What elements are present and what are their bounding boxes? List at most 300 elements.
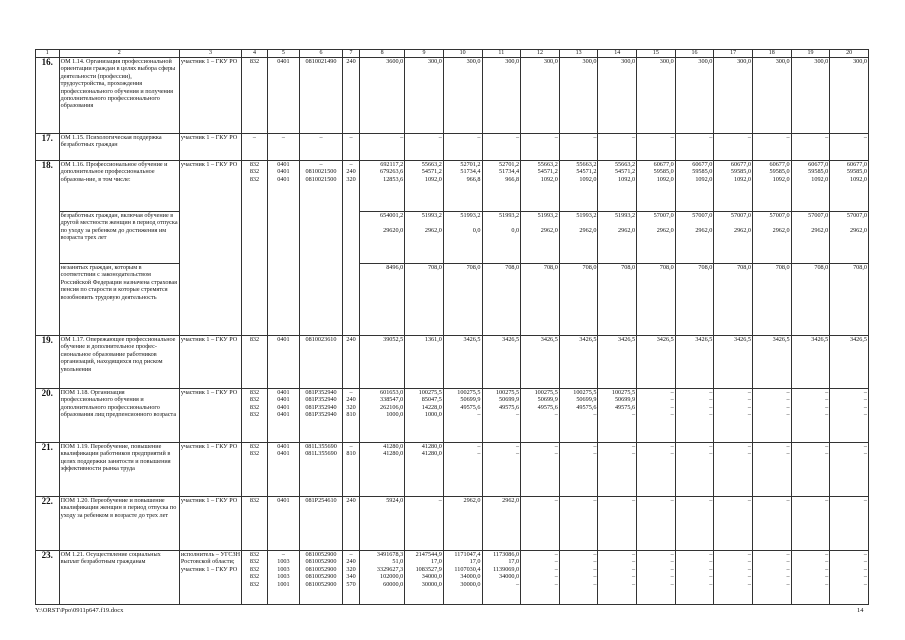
cell-value: 2962,0 — [618, 226, 636, 234]
data-cell — [342, 58, 359, 134]
cell-value: 34000,0 — [499, 573, 520, 581]
cell-value: 3426,5 — [540, 336, 558, 343]
executor — [179, 264, 241, 336]
header-cell: 10 — [443, 50, 482, 58]
data-cell — [752, 161, 791, 212]
cell-value: 832 — [249, 411, 260, 419]
cell-value: – — [670, 580, 674, 588]
data-cell — [521, 551, 560, 605]
data-cell — [791, 134, 830, 161]
data-cell — [752, 212, 791, 264]
cell-value: 338547,0 — [380, 396, 404, 404]
cell-value: – — [516, 134, 520, 141]
cell-value: 081P352940 — [305, 411, 337, 419]
data-cell — [482, 336, 521, 389]
cell-value: 0810021490 — [305, 58, 337, 65]
cell-value: – — [319, 161, 323, 168]
cell-value: – — [863, 497, 867, 504]
executor: участник 1 – ГКУ РО — [179, 497, 241, 551]
header-cell: 1 — [36, 50, 60, 58]
data-cell — [267, 497, 299, 551]
cell-value: – — [863, 551, 867, 558]
cell-value: – — [593, 565, 597, 573]
cell-value: 708,0 — [775, 264, 790, 271]
data-cell — [482, 134, 521, 161]
data-cell — [267, 161, 299, 212]
cell-value: – — [670, 134, 674, 141]
cell-value: – — [593, 134, 597, 141]
header-cell: 13 — [559, 50, 598, 58]
measure-name: ОМ 1.21. Осуществление социальных выплат безработным гражданам — [59, 551, 179, 605]
cell-value: 3426,5 — [463, 336, 481, 343]
cell-value: – — [786, 565, 790, 573]
data-cell — [598, 161, 637, 212]
cell-value: – — [709, 411, 713, 419]
cell-value: – — [863, 411, 867, 419]
cell-value: 2962,0 — [502, 497, 520, 504]
cell-value: – — [825, 411, 829, 419]
header-cell: 5 — [267, 50, 299, 58]
cell-value: 39052,5 — [383, 336, 404, 343]
data-cell — [482, 551, 521, 605]
data-cell — [300, 443, 343, 497]
data-cell — [482, 497, 521, 551]
cell-value: – — [747, 497, 751, 504]
data-cell — [752, 389, 791, 443]
cell-value: 300,0 — [505, 58, 520, 65]
cell-value: 51734,4 — [499, 168, 520, 176]
cell-value: – — [349, 389, 353, 396]
cell-value: – — [593, 558, 597, 566]
cell-value — [831, 219, 867, 226]
data-cell — [405, 443, 444, 497]
data-cell — [405, 161, 444, 212]
data-cell — [830, 551, 869, 605]
data-cell — [521, 58, 560, 134]
cell-value: – — [593, 551, 597, 558]
data-cell — [830, 134, 869, 161]
header-cell: 15 — [637, 50, 676, 58]
data-cell — [342, 497, 359, 551]
cell-value: 0,0 — [511, 226, 520, 234]
cell-value: – — [747, 134, 751, 141]
cell-value: – — [516, 580, 520, 588]
data-cell — [675, 58, 714, 134]
cell-value: 3426,5 — [695, 336, 713, 343]
cell-value: – — [786, 443, 790, 450]
cell-value: 300,0 — [853, 58, 867, 65]
table-row — [36, 264, 869, 336]
table-row — [36, 443, 869, 497]
cell-value: – — [709, 396, 713, 404]
executor — [179, 212, 241, 264]
data-cell — [267, 389, 299, 443]
cell-value: 810 — [346, 411, 356, 419]
data-cell — [559, 58, 598, 134]
header-cell: 9 — [405, 50, 444, 58]
cell-value: 300,0 — [698, 58, 713, 65]
header-cell: 2 — [59, 50, 179, 58]
cell-value: – — [554, 573, 558, 581]
data-cell — [598, 443, 637, 497]
cell-value: – — [516, 450, 520, 458]
cell-value: 50699,9 — [576, 396, 597, 404]
cell-value: 832 — [249, 175, 260, 183]
cell-value: 300,0 — [659, 58, 674, 65]
cell-value: – — [863, 450, 867, 458]
cell-value: 2962,0 — [540, 226, 558, 234]
data-cell — [637, 389, 676, 443]
cell-value: – — [593, 573, 597, 581]
data-cell — [267, 58, 299, 134]
cell-value: 570 — [346, 580, 356, 588]
data-cell — [675, 336, 714, 389]
data-cell — [598, 134, 637, 161]
cell-value: 57007,0 — [769, 212, 790, 219]
executor: участник 1 – ГКУ РО — [179, 134, 241, 161]
data-cell — [714, 389, 753, 443]
row-number: 18. — [36, 161, 60, 212]
cell-value: 832 — [249, 396, 260, 404]
data-cell — [300, 551, 343, 605]
cell-value: 30000,0 — [421, 580, 442, 588]
cell-value: – — [747, 443, 751, 450]
cell-value: 832 — [249, 443, 260, 450]
cell-value: 0810052900 — [305, 551, 337, 558]
cell-value: 50699,9 — [460, 396, 481, 404]
cell-value: – — [786, 411, 790, 419]
cell-value: 51993,2 — [460, 212, 481, 219]
cell-value: 832 — [249, 565, 260, 573]
cell-value: 0810052900 — [305, 580, 337, 588]
cell-value: 5924,0 — [386, 497, 404, 504]
cell-value: – — [631, 558, 636, 566]
data-cell — [637, 264, 676, 336]
cell-value: 57007,0 — [846, 212, 867, 219]
row-number: 21. — [36, 443, 60, 497]
data-cell — [482, 161, 521, 212]
cell-value: – — [631, 443, 636, 450]
cell-value: – — [863, 565, 867, 573]
cell-value: – — [747, 396, 751, 404]
cell-value: 3329627,3 — [376, 565, 404, 573]
cell-value: 59585,0 — [769, 168, 790, 176]
data-cell — [360, 264, 405, 336]
data-cell — [521, 336, 560, 389]
cell-value — [243, 264, 266, 271]
data-cell — [342, 336, 359, 389]
data-cell — [342, 389, 359, 443]
cell-value: – — [747, 565, 751, 573]
cell-value: 41280,0 — [383, 450, 404, 458]
cell-value: 49575,6 — [460, 403, 481, 411]
data-cell — [242, 212, 268, 264]
data-cell — [675, 389, 714, 443]
data-cell — [637, 134, 676, 161]
row-number: 20. — [36, 389, 60, 443]
data-cell — [675, 443, 714, 497]
header-cell: 8 — [360, 50, 405, 58]
cell-value: 55663,2 — [576, 161, 597, 168]
data-cell — [267, 551, 299, 605]
cell-value: – — [709, 580, 713, 588]
measure-name: ОМ 1.15. Психологическая поддержка безработных граждан — [59, 134, 179, 161]
cell-value: 708,0 — [698, 264, 713, 271]
cell-value: – — [825, 443, 829, 450]
cell-value: 52701,2 — [460, 161, 481, 168]
cell-value: – — [747, 551, 751, 558]
cell-value — [301, 212, 341, 219]
cell-value — [361, 219, 403, 226]
cell-value: 1092,0 — [618, 175, 636, 183]
cell-value: 708,0 — [853, 264, 867, 271]
cell-value: 0401 — [277, 161, 290, 168]
cell-value: 240 — [346, 497, 356, 504]
header-cell: 20 — [830, 50, 869, 58]
data-cell — [598, 336, 637, 389]
cell-value: – — [709, 389, 713, 396]
data-cell — [598, 551, 637, 605]
cell-value: 55663,2 — [614, 161, 636, 168]
cell-value: 54571,2 — [576, 168, 597, 176]
data-cell — [637, 443, 676, 497]
data-cell — [360, 497, 405, 551]
cell-value: 14228,0 — [421, 403, 442, 411]
executor: участник 1 – ГКУ РО — [179, 389, 241, 443]
data-cell — [598, 389, 637, 443]
data-cell — [300, 134, 343, 161]
cell-value: 49575,6 — [614, 403, 636, 411]
cell-value: – — [786, 558, 790, 566]
header-cell: 3 — [179, 50, 241, 58]
data-cell — [791, 443, 830, 497]
cell-value: 1092,0 — [849, 175, 867, 183]
cell-value: 59585,0 — [808, 168, 829, 176]
data-cell — [360, 161, 405, 212]
data-cell — [267, 443, 299, 497]
cell-value: 300,0 — [737, 58, 751, 65]
data-cell — [637, 497, 676, 551]
data-cell — [342, 264, 359, 336]
cell-value: 3491678,3 — [376, 551, 404, 558]
cell-value: – — [631, 580, 636, 588]
data-cell — [714, 58, 753, 134]
cell-value: – — [786, 497, 790, 504]
data-cell — [443, 551, 482, 605]
cell-value: 0401 — [277, 497, 290, 504]
cell-value: 0401 — [277, 168, 290, 176]
cell-value: – — [863, 573, 867, 581]
data-cell — [521, 264, 560, 336]
data-cell — [242, 389, 268, 443]
cell-value: – — [709, 443, 713, 450]
cell-value: 51993,2 — [421, 212, 442, 219]
data-cell — [342, 551, 359, 605]
measure-name: ПОМ 1.18. Организация профессионального обучения и дополнительного профессионального образования лиц предпенсионного возраста — [59, 389, 179, 443]
cell-value: 0810021500 — [305, 175, 337, 183]
data-cell — [714, 161, 753, 212]
cell-value: – — [516, 443, 520, 450]
data-cell — [482, 212, 521, 264]
cell-value: 832 — [249, 558, 260, 566]
cell-value — [599, 219, 635, 226]
data-cell — [300, 389, 343, 443]
cell-value: 1003 — [277, 558, 290, 566]
data-cell — [637, 551, 676, 605]
data-cell — [405, 551, 444, 605]
cell-value: 300,0 — [621, 58, 636, 65]
data-cell — [342, 134, 359, 161]
cell-value: 0401 — [277, 443, 290, 450]
cell-value: 708,0 — [466, 264, 481, 271]
measure-name: ОМ 1.17. Опережающее профессиональное обучение и дополнительное профес-сиональное образование работников организаций, находящихся под риском увольнения — [59, 336, 179, 389]
cell-value: 30000,0 — [460, 580, 481, 588]
cell-value: 300,0 — [543, 58, 558, 65]
header-cell: 14 — [598, 50, 637, 58]
cell-value: 2962,0 — [733, 226, 751, 234]
cell-value: 0810021500 — [305, 168, 337, 176]
cell-value: 1171047,4 — [454, 551, 481, 558]
data-cell — [300, 58, 343, 134]
cell-value: 832 — [249, 551, 260, 558]
cell-value: – — [631, 450, 636, 458]
cell-value: 2962,0 — [849, 226, 867, 234]
cell-value: 320 — [346, 403, 356, 411]
cell-value: 50699,9 — [537, 396, 558, 404]
cell-value: – — [786, 134, 790, 141]
data-cell — [482, 264, 521, 336]
cell-value: – — [670, 403, 674, 411]
data-cell — [521, 161, 560, 212]
cell-value: 832 — [249, 336, 260, 343]
cell-value: 1083527,9 — [415, 565, 442, 573]
cell-value: 12853,6 — [383, 175, 404, 183]
data-cell — [559, 389, 598, 443]
header-cell: 16 — [675, 50, 714, 58]
cell-value: – — [825, 450, 829, 458]
data-cell — [791, 551, 830, 605]
cell-value: – — [786, 580, 790, 588]
cell-value: 41280,0 — [421, 450, 442, 458]
cell-value: 1001 — [277, 580, 290, 588]
cell-value: – — [747, 403, 751, 411]
cell-value — [269, 264, 298, 271]
cell-value: 081L355690 — [305, 443, 337, 450]
cell-value: 49575,6 — [537, 403, 558, 411]
cell-value: 340 — [346, 573, 356, 581]
cell-value: 0401 — [277, 336, 290, 343]
data-cell — [482, 443, 521, 497]
data-cell — [267, 212, 299, 264]
data-cell — [300, 161, 343, 212]
cell-value: 3426,5 — [618, 336, 636, 343]
measure-name: ОМ 1.14. Организация профессиональной ориентации граждан в целях выбора сферы деятельности (профессии), трудоустройства, прохождения профессионального обучения и получения дополнительного профессионального образования — [59, 58, 179, 134]
data-cell — [443, 161, 482, 212]
cell-value — [445, 219, 481, 226]
row-number: 17. — [36, 134, 60, 161]
cell-value: – — [252, 134, 256, 141]
data-cell — [752, 58, 791, 134]
cell-value: 102000,0 — [380, 573, 404, 581]
data-cell — [637, 58, 676, 134]
header-cell: 11 — [482, 50, 521, 58]
cell-value: 0401 — [277, 403, 290, 411]
cell-value: 34000,0 — [421, 573, 442, 581]
cell-value: 0810052900 — [305, 565, 337, 573]
data-cell — [559, 497, 598, 551]
measure-name: ОМ 1.16. Профессиональное обучение и дополнительное профессиональное образова-ние, в том числе: — [59, 161, 179, 212]
cell-value: 832 — [249, 573, 260, 581]
cell-value: – — [593, 450, 597, 458]
cell-value: 1361,0 — [424, 336, 442, 343]
cell-value: 51,0 — [392, 558, 404, 566]
table-row — [36, 389, 869, 443]
data-cell — [559, 134, 598, 161]
data-cell — [714, 551, 753, 605]
cell-value: – — [747, 389, 751, 396]
cell-value: 3426,5 — [849, 336, 867, 343]
cell-value: 57007,0 — [692, 212, 713, 219]
cell-value: 1092,0 — [540, 175, 558, 183]
cell-value: 0810052900 — [305, 573, 337, 581]
cell-value: – — [825, 403, 829, 411]
data-cell — [675, 161, 714, 212]
cell-value: 49575,6 — [499, 403, 520, 411]
cell-value: 57007,0 — [653, 212, 674, 219]
cell-value: 51993,2 — [499, 212, 520, 219]
cell-value: – — [825, 497, 829, 504]
page-number: 14 — [857, 607, 864, 614]
data-cell — [443, 389, 482, 443]
cell-value — [793, 219, 829, 226]
data-cell — [791, 264, 830, 336]
cell-value: 3426,5 — [811, 336, 829, 343]
cell-value: – — [825, 580, 829, 588]
cell-value: – — [554, 551, 558, 558]
cell-value: – — [786, 450, 790, 458]
cell-value: – — [477, 450, 481, 458]
data-cell — [242, 134, 268, 161]
cell-value: 832 — [249, 389, 260, 396]
data-cell — [482, 389, 521, 443]
cell-value: – — [349, 443, 353, 450]
cell-value — [638, 219, 674, 226]
data-cell — [559, 443, 598, 497]
table-body — [36, 50, 869, 605]
cell-value: 52701,2 — [499, 161, 520, 168]
cell-value: 081P352940 — [305, 396, 337, 404]
cell-value: 2962,0 — [772, 226, 790, 234]
data-cell — [791, 58, 830, 134]
data-cell — [360, 212, 405, 264]
data-cell — [342, 443, 359, 497]
cell-value: 300,0 — [427, 58, 442, 65]
data-cell — [675, 497, 714, 551]
data-cell — [714, 497, 753, 551]
cell-value: 2962,0 — [695, 226, 713, 234]
cell-value: – — [709, 551, 713, 558]
cell-value: 60677,0 — [846, 161, 867, 168]
cell-value: – — [747, 558, 751, 566]
cell-value: – — [825, 573, 829, 581]
cell-value: 081P352940 — [305, 389, 337, 396]
cell-value: 832 — [249, 403, 260, 411]
header-cell: 4 — [242, 50, 268, 58]
cell-value — [677, 219, 713, 226]
cell-value: – — [670, 573, 674, 581]
cell-value: 3426,5 — [772, 336, 790, 343]
data-cell — [675, 264, 714, 336]
